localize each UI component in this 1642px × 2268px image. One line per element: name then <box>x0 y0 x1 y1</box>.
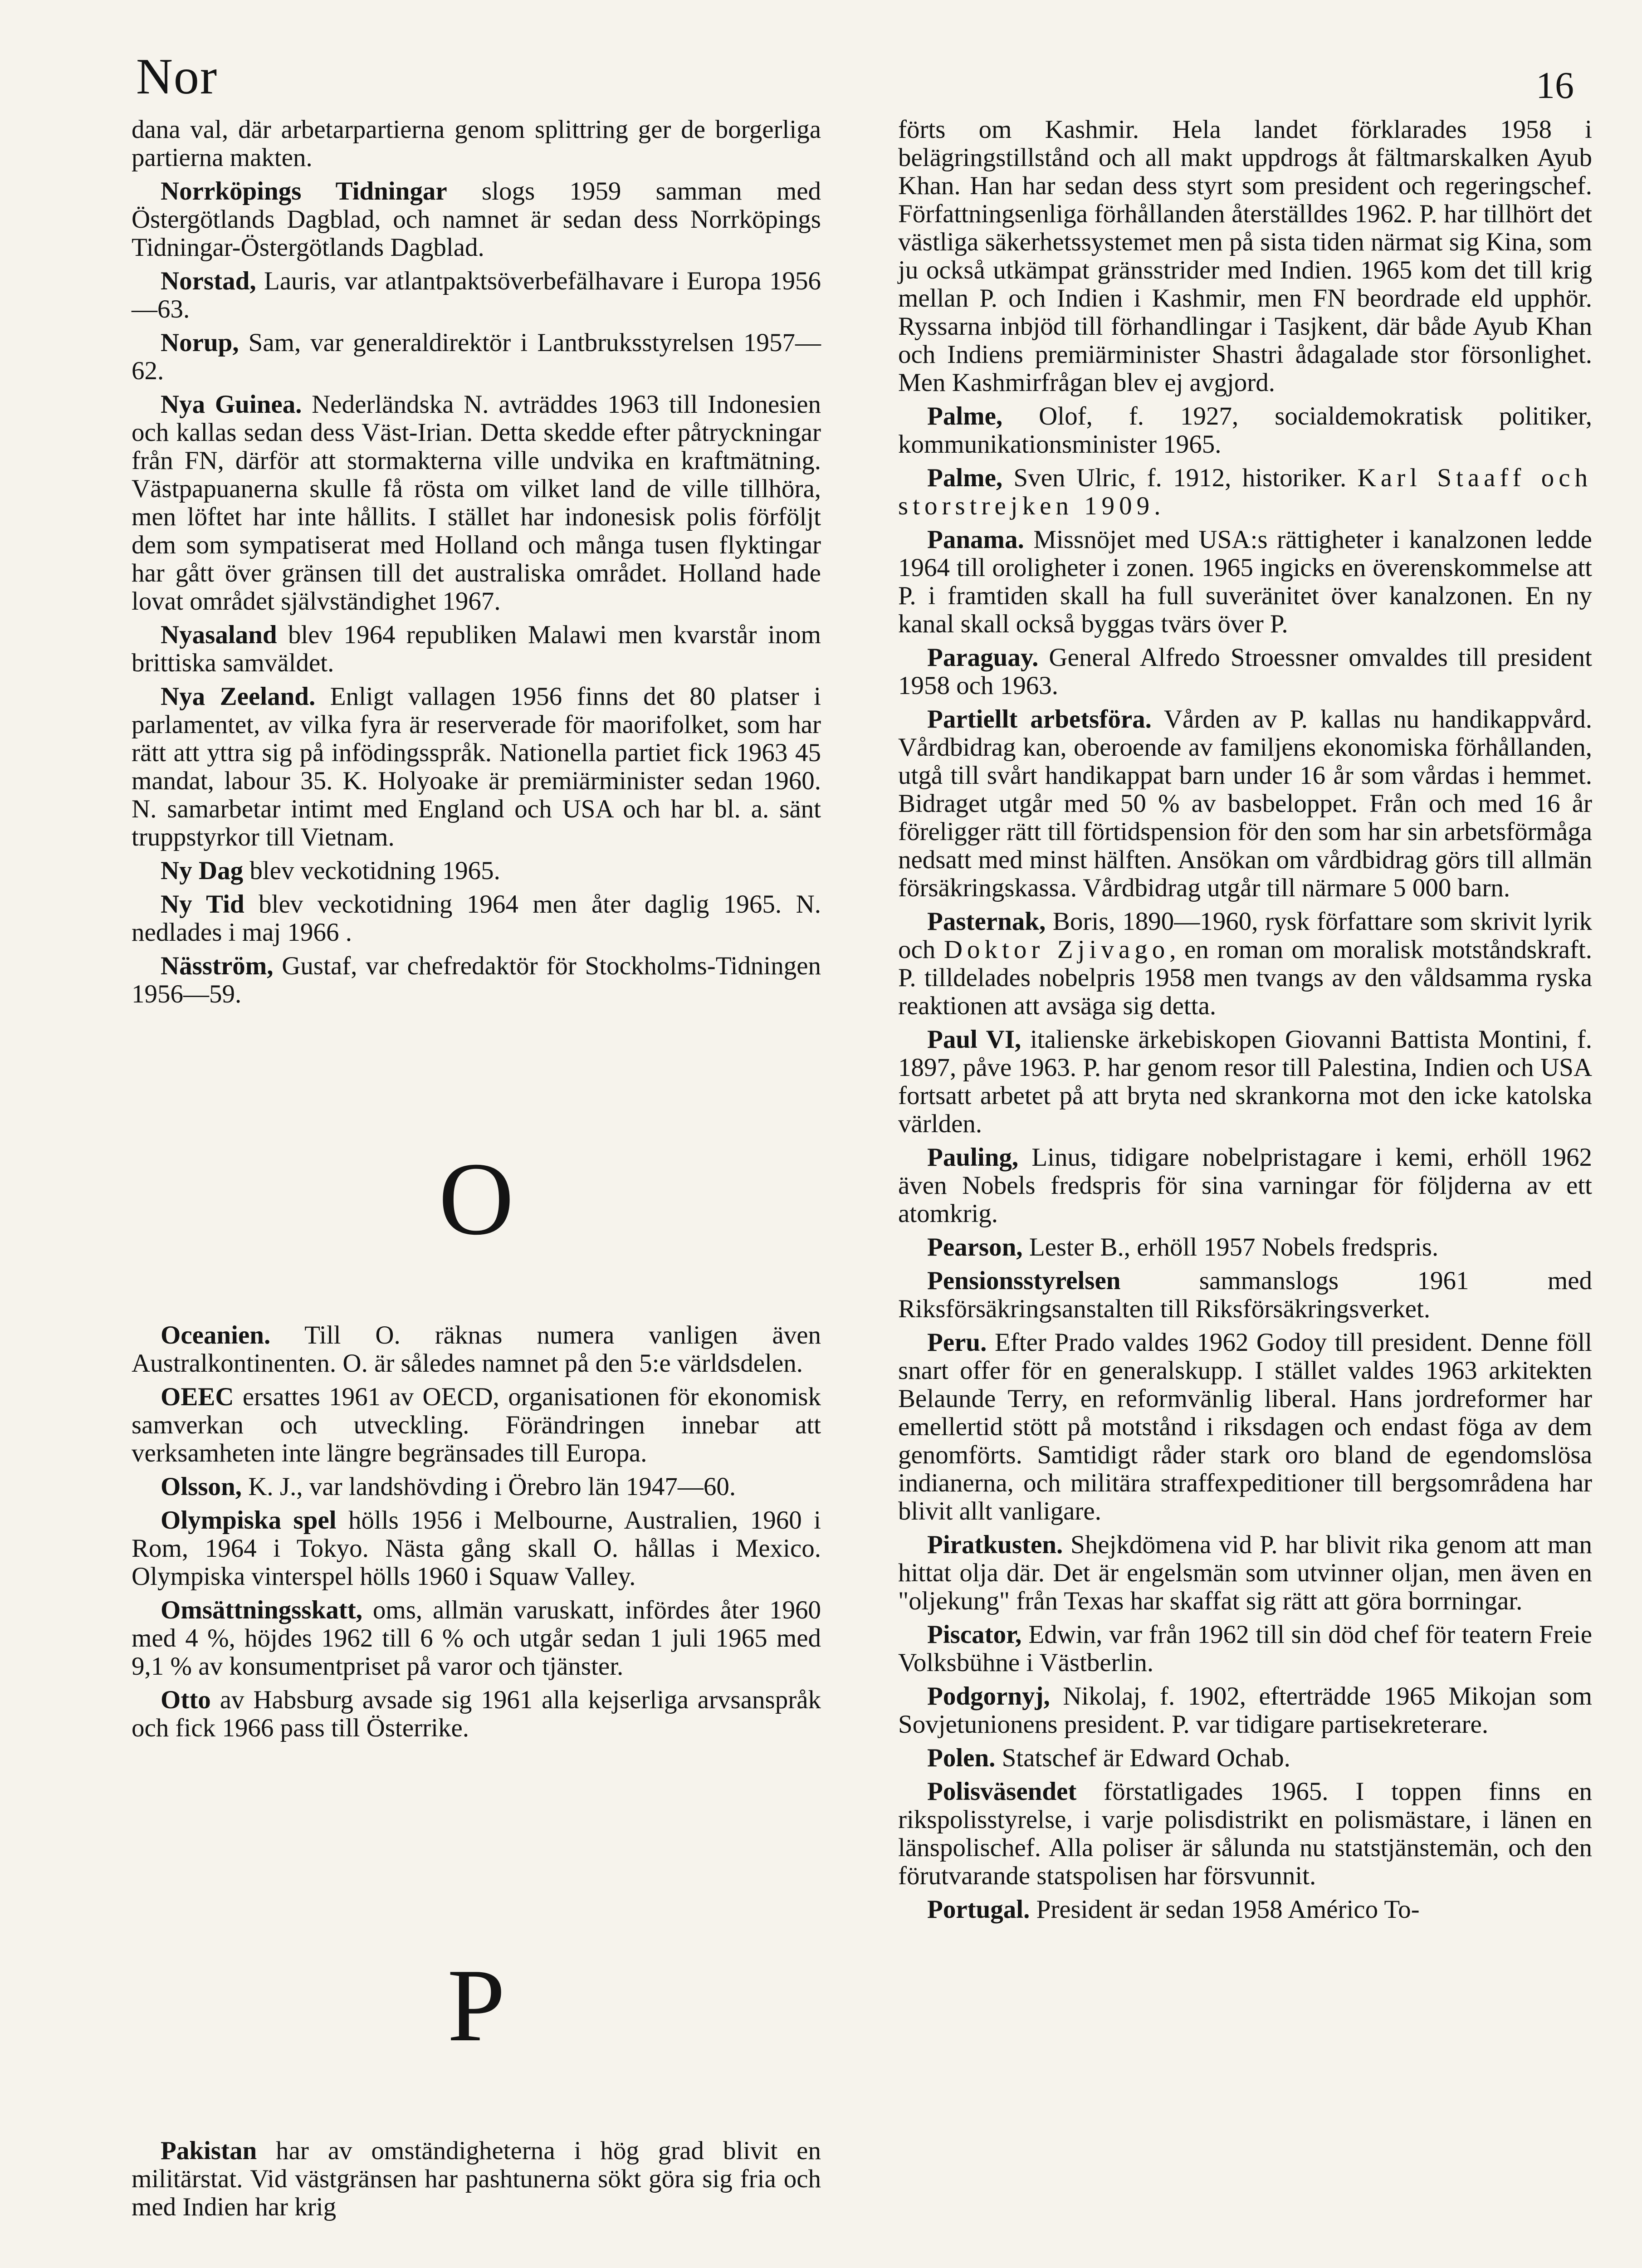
entry-text: Missnöjet med USA:s rättigheter i kanalzonen ledde 1964 till oroligheter i zonen. 1965 ingicks en överenskommelse att P. i framtiden skall ha full suveränitet över kanalzonen. En ny kanal skall också byggas tvärs över P. <box>898 525 1592 638</box>
entry-oceanien <box>132 1321 821 1378</box>
entry-palme-sven-ulric <box>898 464 1592 520</box>
headword: Norstad, <box>161 267 256 295</box>
entry-omsattningsskatt <box>132 1596 821 1681</box>
entry-text: Boris, 1890—1960, rysk författare som skrivit lyrik och <box>898 907 1592 964</box>
headword: OEEC <box>161 1383 234 1411</box>
entry-olsson <box>132 1473 821 1501</box>
entry-text: ersattes 1961 av OECD, organisationen för ekonomisk samverkan och utveckling. Förändringen innebar att verksamheten inte längre begränsades till Europa. <box>132 1383 821 1467</box>
headword: Panama. <box>927 525 1024 554</box>
headword: Pearson, <box>927 1233 1023 1261</box>
entry-text: har av omständigheterna i hög grad blivit en militärstat. Vid västgränsen har pashtunerna sökt göra sig fria och med Indien har krig <box>132 2136 821 2221</box>
headword: Nyasaland <box>161 621 277 649</box>
entry-text: Nikolaj, f. 1902, efterträdde 1965 Mikojan som Sovjetunionens president. P. var tidigare partisekreterare. <box>898 1682 1592 1739</box>
book-title: Karl Staaff och storstrejken 1909 <box>898 464 1592 520</box>
entry-text: hölls 1956 i Melbourne, Australien, 1960 i Rom, 1964 i Tokyo. Nästa gång skall O. hållas i Mexico. Olympiska vinterspel hölls 1960 i Squaw Valley. <box>132 1506 821 1591</box>
entry-text: sammanslogs 1961 med Riksförsäkringsanstalten till Riksförsäkringsverket. <box>898 1266 1592 1323</box>
entry-text: Edwin, var från 1962 till sin död chef för teatern Freie Volksbühne i Västberlin. <box>898 1620 1592 1677</box>
entry-norrkopings-tidningar <box>132 177 821 262</box>
entry-text: Lauris, var atlantpaktsöverbefälhavare i Europa 1956—63. <box>132 267 821 323</box>
entry-pearson <box>898 1233 1592 1261</box>
entry-nasstrom <box>132 952 821 1008</box>
headword: Otto <box>161 1686 211 1714</box>
entry-panama <box>898 526 1592 638</box>
headword: Näsström, <box>161 952 274 980</box>
headword: Pauling, <box>927 1143 1019 1172</box>
entry-peru <box>898 1329 1592 1525</box>
entry-text: Till O. räknas numera vanligen även Australkontinenten. O. är således namnet på den 5:e världsdelen. <box>132 1321 821 1378</box>
entry-text: President är sedan 1958 Américo To- <box>1030 1895 1420 1924</box>
book-title: Doktor Zjivago <box>943 935 1170 964</box>
entry-nya-zeeland <box>132 683 821 851</box>
entry-pasternak <box>898 908 1592 1020</box>
entry-text: Nederländska N. avträddes 1963 till Indonesien och kallas sedan dess Väst-Irian. Detta skedde efter påtryckningar från FN, därför att stormakterna ville undvika en kraftmätning. Västpapuanerna skulle få rösta om vilket land de ville tillhöra, men löftet har inte hållits. I stället har indonesisk polis förföljt dem som sympatiserat med Holland och många tusen flyktingar har gått över gränsen till det australiska området. Holland hade lovat området självständighet 1967. <box>132 390 821 616</box>
headword: Nya Zeeland. <box>161 682 316 711</box>
left-column <box>132 116 821 2227</box>
headword: Portugal. <box>927 1895 1030 1924</box>
entry-polisvasendet <box>898 1778 1592 1890</box>
entry-olympiska-spel <box>132 1506 821 1591</box>
entry-text: Sven Ulric, f. 1912, historiker. <box>1002 464 1358 492</box>
headword: Oceanien. <box>161 1321 271 1349</box>
entry-text: . <box>1154 492 1161 520</box>
entry-ny-tid <box>132 890 821 947</box>
entry-paul-vi <box>898 1026 1592 1138</box>
section-letter-p: P <box>447 1947 505 2063</box>
entry-nya-guinea <box>132 391 821 616</box>
entry-text: blev 1964 republiken Malawi men kvarstår inom brittiska samväldet. <box>132 621 821 677</box>
entry-norstad <box>132 267 821 323</box>
headword: Paul VI, <box>927 1025 1021 1054</box>
entry-text: Vården av P. kallas nu handikappvård. Vårdbidrag kan, oberoende av familjens ekonomiska förhållanden, utgå till svårt handikappat barn under 16 år som vårdas i hemmet. Bidraget utgår med 50 % av basbeloppet. Från och med 16 år föreligger rätt till förtidspension för den som har sin arbetsförmåga nedsatt med minst hälften. Ansökan om vårdbidrag görs till allmän försäkringskassa. Vårdbidrag utgår till närmare 5 000 barn. <box>898 705 1592 902</box>
headword: Podgornyj, <box>927 1682 1050 1711</box>
entry-palme-olof <box>898 402 1592 459</box>
entry-ny-dag <box>132 857 821 885</box>
page-number: 16 <box>1536 64 1574 107</box>
entry-pakistan <box>132 2137 821 2221</box>
entry-text: Enligt vallagen 1956 finns det 80 platser i parlamentet, av vilka fyra är reserverade för maorifolket, som har rätt att yttra sig på infödingsspråk. Nationella partiet fick 1963 45 mandat, labour 35. K. Holyoake är premiärminister sedan 1960. N. samarbetar intimt med England och USA och har bl. a. sänt truppstyrkor till Vietnam. <box>132 682 821 851</box>
headword: Peru. <box>927 1328 987 1357</box>
headword: Olsson, <box>161 1472 242 1501</box>
entry-text: oms, allmän varuskatt, infördes åter 1960 med 4 %, höjdes 1962 till 6 % och utgår sedan 1 juli 1965 med 9,1 % av konsumentpriset på varor och tjänster. <box>132 1596 821 1681</box>
entry-continuation: förts om Kashmir. Hela landet förklarades 1958 i belägringstillstånd och all makt uppdrogs åt fältmarskalken Ayub Khan. Han har sedan dess styrt som president och regeringschef. Författningsenliga förhållanden återställdes 1962. P. har tillhört det västliga säkerhetssystemet men på sista tiden närmat sig Kina, som ju också utkämpat gränsstrider med Indien. 1965 kom det till krig mellan P. och Indien i Kashmir, men FN beordrade eld upphör. Ryssarna inbjöd till förhandlingar i Tasjkent, där både Ayub Khan och Indiens premiärminister Shastri ådagalade stor försonlighet. Men Kashmirfrågan blev ej avgjord. <box>898 115 1592 397</box>
headword: Polen. <box>927 1744 996 1772</box>
entry-partiellt-arbetsfora <box>898 705 1592 902</box>
entry-text: Sam, var generaldirektör i Lantbruksstyrelsen 1957—62. <box>132 328 821 385</box>
headword: Paraguay. <box>927 643 1039 672</box>
entry-text: Efter Prado valdes 1962 Godoy till president. Denne föll snart offer för en generalskupp. I stället valdes 1963 arkitekten Belaunde Terry, en reformvänlig liberal. Hans jordreformer har emellertid stött på motstånd i riksdagen och endast föga av dem genomförts. Samtidigt råder stark oro bland de egendomslösa indianerna, och militära straffexpeditioner till bergsområdena har blivit allt vanligare. <box>898 1328 1592 1525</box>
headword: Piscator, <box>927 1620 1022 1649</box>
entry-podgornyj <box>898 1682 1592 1739</box>
headword: Pakistan <box>161 2136 257 2165</box>
entry-text: Gustaf, var chefredaktör för Stockholms-Tidningen 1956—59. <box>132 952 821 1008</box>
entry-piratkusten <box>898 1531 1592 1615</box>
entry-text: blev veckotidning 1964 men åter daglig 1965. N. nedlades i maj 1966 . <box>132 890 821 947</box>
entry-text: General Alfredo Stroessner omvaldes till president 1958 och 1963. <box>898 643 1592 700</box>
headword: Norrköpings Tidningar <box>161 177 447 205</box>
entry-text: Statschef är Edward Ochab. <box>995 1744 1290 1772</box>
headword: Pasternak, <box>927 907 1046 936</box>
headword: Polisväsendet <box>927 1777 1077 1806</box>
headword: Norup, <box>161 328 239 357</box>
headword: Ny Dag <box>161 856 244 885</box>
entry-norup <box>132 329 821 385</box>
entry-oeec <box>132 1383 821 1467</box>
entry-text: slogs 1959 samman med Östergötlands Dagblad, och namnet är sedan dess Norrköpings Tidningar-Östergötlands Dagblad. <box>132 177 821 262</box>
headword: Omsättningsskatt, <box>161 1596 362 1624</box>
entry-text: av Habsburg avsade sig 1961 alla kejserliga arvsanspråk och fick 1966 pass till Österrike. <box>132 1686 821 1742</box>
headword: Olympiska spel <box>161 1506 337 1535</box>
headword: Ny Tid <box>161 890 244 919</box>
entry-text: K. J., var landshövding i Örebro län 1947—60. <box>242 1472 736 1501</box>
entry-piscator <box>898 1621 1592 1677</box>
entry-text: Shejkdömena vid P. har blivit rika genom att man hittat olja där. Det är engelsmän som utvinner oljan, men även en "oljekung" från Texas har skaffat sig rätt att göra borrningar. <box>898 1530 1592 1615</box>
entry-pensionsstyrelsen <box>898 1267 1592 1323</box>
entry-continuation: dana val, där arbetarpartierna genom splittring ger de borgerliga partierna makten. <box>132 115 821 172</box>
entry-paraguay <box>898 644 1592 700</box>
headword: Nya Guinea. <box>161 390 302 419</box>
entry-otto <box>132 1686 821 1742</box>
right-column <box>898 116 1592 1929</box>
entry-text: förstatligades 1965. I toppen finns en rikspolisstyrelse, i varje polisdistrikt en polismästare, i länen en länspolischef. Alla poliser är sålunda nu statstjänstemän, och den förutvarande statspolisen har försvunnit. <box>898 1777 1592 1890</box>
entry-text: blev veckotidning 1965. <box>243 856 500 885</box>
entry-text: Olof, f. 1927, socialdemokratisk politiker, kommunikationsminister 1965. <box>898 402 1592 459</box>
headword: Pensionsstyrelsen <box>927 1266 1121 1295</box>
headword: Partiellt arbetsföra. <box>927 705 1152 733</box>
running-head: Nor <box>136 49 218 105</box>
headword: Piratkusten. <box>927 1530 1063 1559</box>
entry-text: Linus, tidigare nobelpristagare i kemi, erhöll 1962 även Nobels fredspris för sina varningar för följderna av ett atomkrig. <box>898 1143 1592 1228</box>
headword: Palme, <box>927 402 1003 430</box>
section-letter-o: O <box>438 1141 514 1256</box>
entry-nyasaland <box>132 621 821 677</box>
entry-pauling <box>898 1144 1592 1228</box>
entry-text: Lester B., erhöll 1957 Nobels fredspris. <box>1022 1233 1439 1261</box>
entry-text: , en roman om moralisk motståndskraft. P. tilldelades nobelpris 1958 men tvangs av den våldsamma ryska reaktionen att avsäga sig detta. <box>898 935 1592 1020</box>
entry-polen <box>898 1744 1592 1772</box>
entry-portugal <box>898 1896 1592 1924</box>
headword: Palme, <box>927 464 1003 492</box>
entry-text: italienske ärkebiskopen Giovanni Battista Montini, f. 1897, påve 1963. P. har genom resor till Palestina, Indien och USA fortsatt arbetet på att bryta ned skrankorna mot den icke katolska världen. <box>898 1025 1592 1138</box>
